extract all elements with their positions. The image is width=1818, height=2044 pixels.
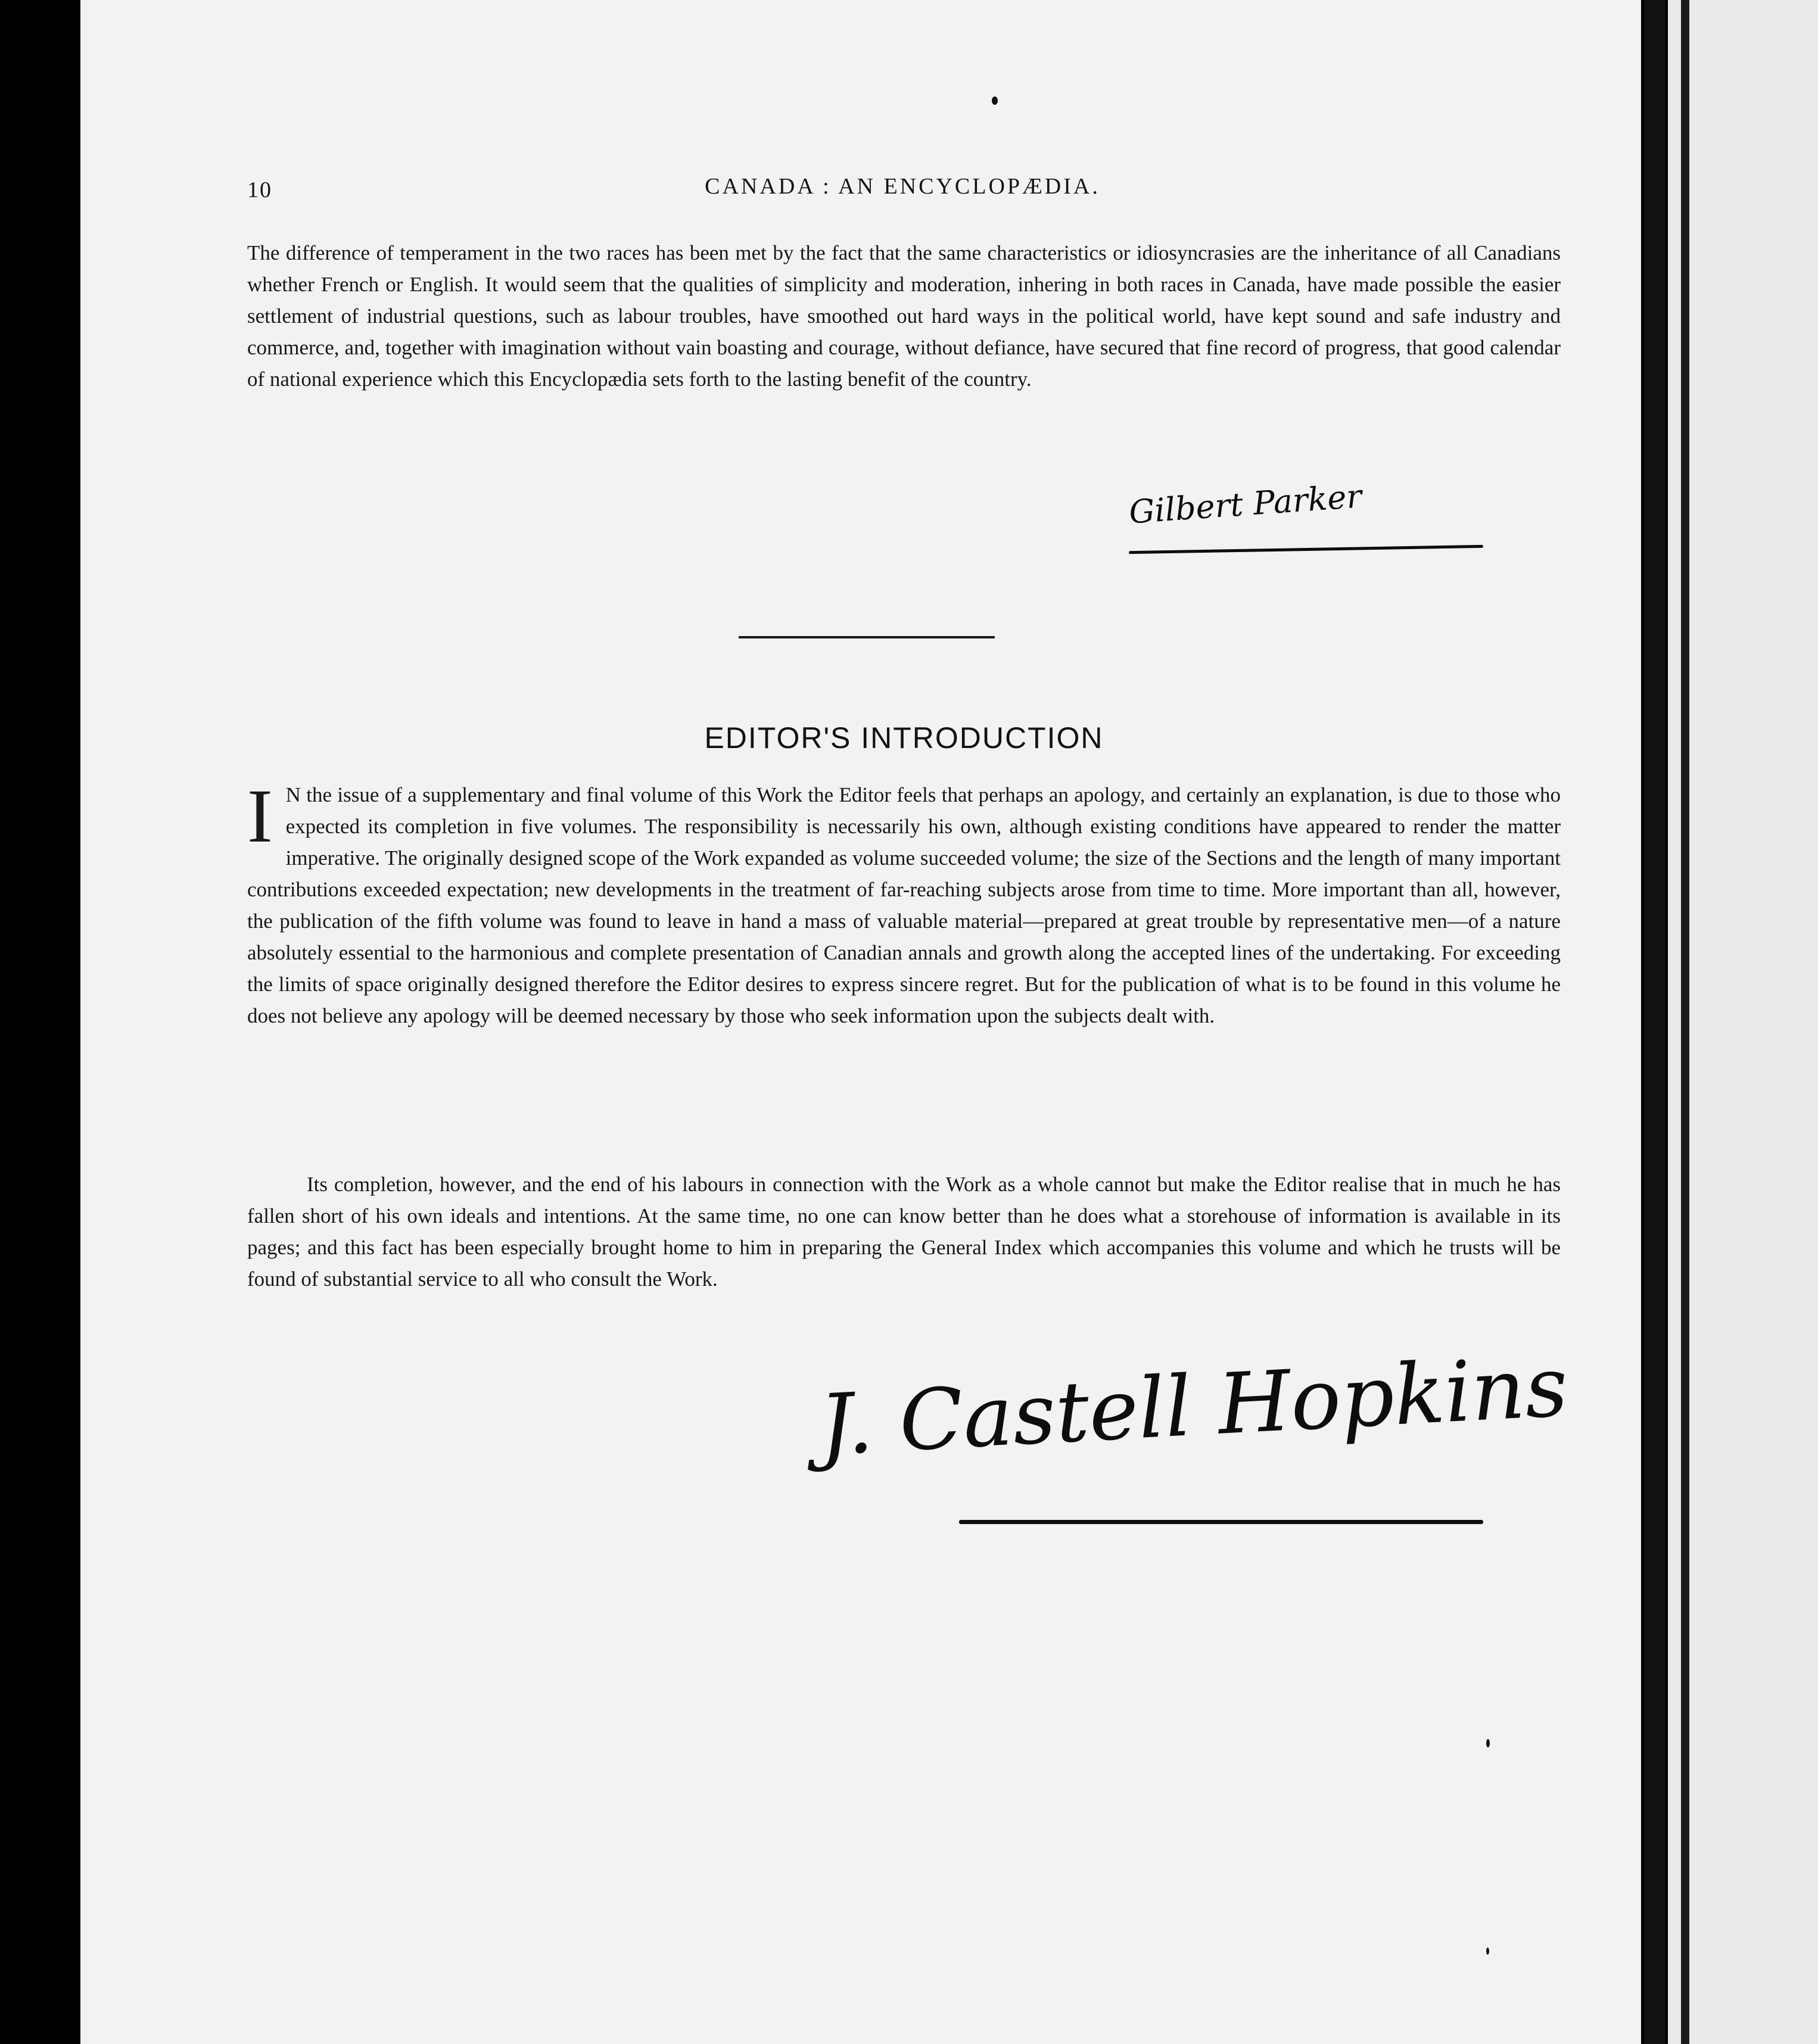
signature-underline (1129, 545, 1483, 554)
ink-speck (1486, 1948, 1489, 1955)
signature-castell-hopkins: J. Castell Hopkins (817, 1338, 1570, 1475)
book-title: CANADA : AN ENCYCLOPÆDIA. (705, 174, 1100, 199)
ink-speck (992, 96, 998, 105)
signature-underline (959, 1520, 1483, 1524)
editor-paragraph-2: Its completion, however, and the end of his labours in connection with the Work as a whole cannot but make the Editor realise that in much he has fallen short of his own ideals and intentions. At the same time, no one can know better than he does what a storehouse of information is available in its pages; and this fact has been especially brought home to him in preparing the General Index which accompanies this volume and which he trusts will be found of substantial service to all who consult the Work. (247, 1173, 1561, 1291)
ink-speck (1486, 1739, 1490, 1747)
book-page (80, 0, 1641, 2044)
drop-cap: I (247, 774, 273, 858)
facing-page-edge (1668, 0, 1818, 2044)
section-divider (739, 636, 995, 638)
facing-page-border (1681, 0, 1689, 2044)
section-heading: EDITOR'S INTRODUCTION (704, 721, 1104, 755)
signature-gilbert-parker: Gilbert Parker (1128, 477, 1364, 531)
page-number: 10 (247, 177, 272, 202)
running-head (247, 169, 1558, 210)
editor-paragraph-1-text: N the issue of a supplementary and final volume of this Work the Editor feels that perhaps an apology, and certainly an explanation, is due to those who expected its completion in five volumes. The responsibility is necessarily his own, although existing conditions have appeared to render the matter imperative. The originally designed scope of the Work expanded as volume succeeded volume; the size of the Sections and the length of many important contributions exceeded expectation; new developments in the treatment of far-reaching subjects arose from time to time. More important than all, however, the publication of the fifth volume was found to leave in hand a mass of valuable material—prepared at great trouble by representative men—of a nature absolutely essential to the harmonious and complete presentation of Canadian annals and growth along the accepted lines of the undertaking. For exceeding the limits of space originally designed therefore the Editor desires to express sincere regret. But for the publication of what is to be found in this volume he does not believe any apology will be deemed necessary by those who seek information upon the subjects dealt with. (247, 783, 1561, 1027)
editor-paragraph-1 (247, 774, 1561, 1032)
book-spine (1644, 0, 1666, 2044)
intro-paragraph: The difference of temperament in the two races has been met by the fact that the same characteristics or idiosyncrasies are the inheritance of all Canadians whether French or English. It would seem that the qualities of simplicity and moderation, inhering in both races in Canada, have made possible the easier settlement of industrial questions, such as labour troubles, have smoothed out hard ways in the political world, have kept sound and safe industry and commerce, and, together with imagination without vain boasting and courage, without defiance, have secured that fine record of progress, that good calendar of national experience which this Encyclopædia sets forth to the lasting benefit of the country. (247, 241, 1561, 391)
